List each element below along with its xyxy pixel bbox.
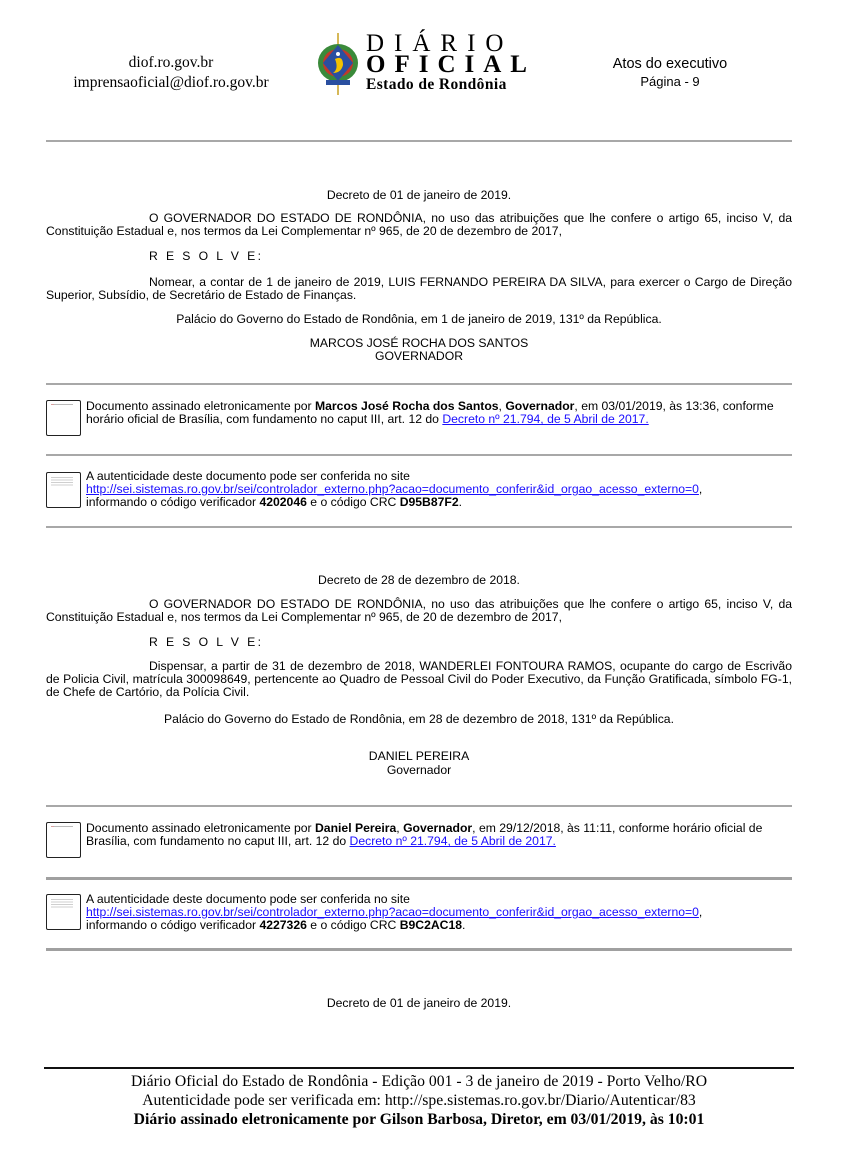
header-email: imprensaoficial@diof.ro.gov.br xyxy=(73,74,269,91)
authenticity-qr-icon xyxy=(46,472,81,508)
decree-3-title: Decreto de 01 de janeiro de 2019. xyxy=(326,996,512,1010)
coat-of-arms-logo xyxy=(313,33,363,95)
signature-seal-icon xyxy=(46,822,81,858)
crc-code: B9C2AC18 xyxy=(399,918,463,933)
verifier-code: 4227326 xyxy=(259,918,307,933)
signature-seal-icon xyxy=(46,400,81,436)
decree-1-signer-name: MARCOS JOSÉ ROCHA DOS SANTOS xyxy=(309,336,529,350)
divider xyxy=(46,877,792,880)
decree-1-signer-title: GOVERNADOR xyxy=(374,349,464,363)
header-divider xyxy=(46,140,792,142)
decree-1-signature: Documento assinado eletronicamente por Marcos José Rocha dos Santos, Governador, em 03/01/2019, às 13:36, conforme horário oficial de Brasília, com fundamento no caput III, art. 12 do Decreto nº 21.794, de 5 Abril de 2017. xyxy=(86,399,774,427)
signer-role: Governador xyxy=(403,821,473,835)
decree-1-resolve: R E S O L V E: xyxy=(149,249,264,263)
footer xyxy=(44,1072,794,1129)
page-number: Página - 9 xyxy=(640,74,700,89)
section-name: Atos do executivo xyxy=(612,56,728,72)
decree-2-authenticity: A autenticidade deste documento pode ser conferida no site http://sei.sistemas.ro.gov.br/sei/controlador_externo.php?acao=documento_conferir&id_orgao_acesso_externo=0, informando o código verificador 4227326 e o código CRC B9C2AC18. xyxy=(86,892,703,933)
divider xyxy=(46,454,792,456)
decree-2-signer-title: Governador xyxy=(386,763,452,777)
crc-code: D95B87F2 xyxy=(399,495,459,510)
signer-role: Governador xyxy=(505,399,575,413)
footer-divider xyxy=(44,1067,794,1069)
header-site: diof.ro.gov.br xyxy=(128,54,214,71)
signer-name: Daniel Pereira xyxy=(315,821,397,835)
divider xyxy=(46,948,792,951)
verifier-code: 4202046 xyxy=(259,495,307,510)
decree-2-preamble: O GOVERNADOR DO ESTADO DE RONDÔNIA, no uso das atribuições que lhe confere o artigo 65, inciso V, da Constituição Estadual e, nos termos da Lei Complementar nº 965, de 20 de dezembro de 2017, xyxy=(46,597,792,625)
divider xyxy=(46,805,792,807)
decree-1-title: Decreto de 01 de janeiro de 2019. xyxy=(326,188,512,202)
decree-1-authenticity: A autenticidade deste documento pode ser conferida no site http://sei.sistemas.ro.gov.br/sei/controlador_externo.php?acao=documento_conferir&id_orgao_acesso_externo=0, informando o código verificador 4202046 e o código CRC D95B87F2. xyxy=(86,469,703,510)
divider xyxy=(46,526,792,528)
footer-authenticity: Autenticidade pode ser verificada em: http://spe.sistemas.ro.gov.br/Diario/Autenticar/83 xyxy=(142,1092,696,1109)
decree-2-signer-name: DANIEL PEREIRA xyxy=(368,749,470,763)
header-section xyxy=(590,55,750,91)
decree-1-body: Nomear, a contar de 1 de janeiro de 2019, LUIS FERNANDO PEREIRA DA SILVA, para exercer o Cargo de Direção Superior, Subsídio, de Secretário de Estado de Finanças. xyxy=(46,275,792,303)
decree-link[interactable]: Decreto nº 21.794, de 5 Abril de 2017. xyxy=(442,412,649,427)
decree-1-palace: Palácio do Governo do Estado de Rondônia, em 1 de janeiro de 2019, 131º da República. xyxy=(176,312,662,326)
footer-signature: Diário assinado eletronicamente por Gilson Barbosa, Diretor, em 03/01/2019, às 10:01 xyxy=(133,1111,705,1128)
divider xyxy=(46,383,792,385)
decree-2-palace: Palácio do Governo do Estado de Rondônia, em 28 de dezembro de 2018, 131º da República. xyxy=(164,712,674,726)
verification-url-link[interactable]: http://sei.sistemas.ro.gov.br/sei/controlador_externo.php?acao=documento_conferir&id_orgao_acesso_externo=0 xyxy=(86,905,699,920)
header-contact xyxy=(40,53,302,93)
verification-url-link[interactable]: http://sei.sistemas.ro.gov.br/sei/controlador_externo.php?acao=documento_conferir&id_orgao_acesso_externo=0 xyxy=(86,482,699,497)
logo-subtitle: Estado de Rondônia xyxy=(366,76,507,93)
logo-title-oficial: OFICIAL xyxy=(366,51,536,78)
decree-link[interactable]: Decreto nº 21.794, de 5 Abril de 2017. xyxy=(349,834,556,849)
footer-edition: Diário Oficial do Estado de Rondônia - Edição 001 - 3 de janeiro de 2019 - Porto Velho/RO xyxy=(130,1073,708,1090)
decree-2-resolve: R E S O L V E: xyxy=(149,635,264,649)
decree-2-body: Dispensar, a partir de 31 de dezembro de 2018, WANDERLEI FONTOURA RAMOS, ocupante do cargo de Escrivão de Policia Civil, matrícula 300098649, pertencente ao Quadro de Pessoal Civil do Poder Executivo, da Função Gratificada, símbolo FG-1, de Chefe de Cartório, da Polícia Civil. xyxy=(46,659,792,700)
authenticity-qr-icon xyxy=(46,894,81,930)
decree-2-title: Decreto de 28 de dezembro de 2018. xyxy=(318,573,520,587)
signer-name: Marcos José Rocha dos Santos xyxy=(315,399,499,413)
logo-title-diario: DIÁRIO xyxy=(366,30,514,57)
decree-2-signature: Documento assinado eletronicamente por Daniel Pereira, Governador, em 29/12/2018, às 11:11, conforme horário oficial de Brasília, com fundamento no caput III, art. 12 do Decreto nº 21.794, de 5 Abril de 2017. xyxy=(86,821,763,849)
decree-1-preamble: O GOVERNADOR DO ESTADO DE RONDÔNIA, no uso das atribuições que lhe confere o artigo 65, inciso V, da Constituição Estadual e, nos termos da Lei Complementar nº 965, de 20 de dezembro de 2017, xyxy=(46,211,792,239)
